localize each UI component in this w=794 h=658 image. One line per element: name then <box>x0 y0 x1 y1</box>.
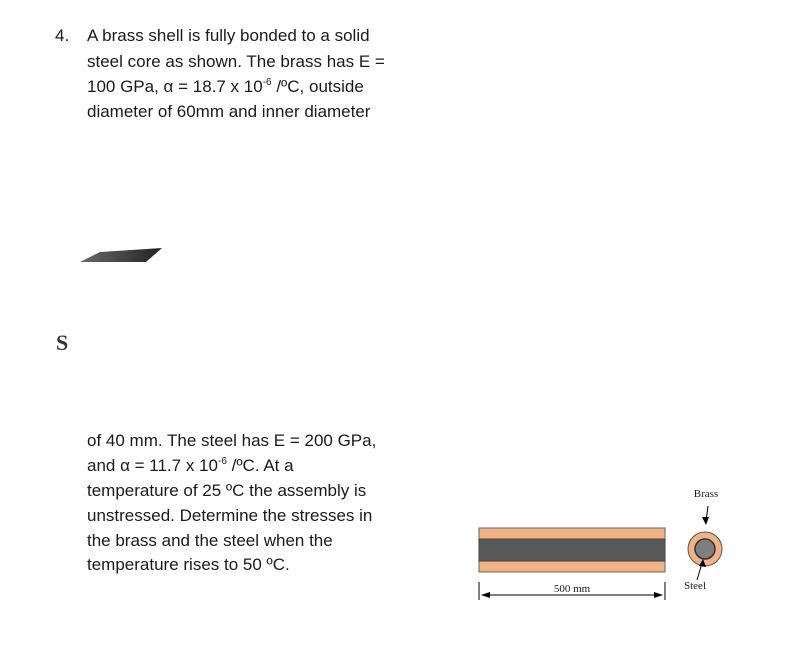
problem-line: of 40 mm. The steel has E = 200 GPa, <box>87 431 377 450</box>
steel-core-bar <box>479 539 665 561</box>
problem-line: the brass and the steel when the <box>87 531 333 550</box>
brass-label: Brass <box>693 488 719 500</box>
brass-pointer-arrowhead <box>702 517 709 525</box>
problem-line: 100 GPa, α = 18.7 x $10^{-6}$ /ºC, outside <box>87 77 364 96</box>
problem-line: temperature of 25 ºC the assembly is <box>87 481 367 500</box>
problem-line: unstressed. Determine the stresses in <box>87 506 373 525</box>
problem-number: 4. <box>55 26 70 45</box>
dimension-arrow-right <box>654 592 663 598</box>
steel-cross-section <box>695 539 715 559</box>
problem-line: and α = 11.7 x $10^{-6}$ /ºC. At a <box>87 456 294 475</box>
rendering-artifact-shape <box>80 248 162 262</box>
problem-line: steel core as shown. The brass has E = <box>87 52 385 71</box>
length-label: 500 mm <box>553 583 591 595</box>
steel-label: Steel <box>684 580 706 592</box>
rendering-artifact-text: S <box>56 330 69 355</box>
dimension-arrow-left <box>481 592 490 598</box>
problem-line: diameter of 60mm and inner diameter <box>87 102 371 121</box>
problem-line: A brass shell is fully bonded to a solid <box>87 26 370 45</box>
problem-line: temperature rises to 50 ºC. <box>87 555 290 574</box>
